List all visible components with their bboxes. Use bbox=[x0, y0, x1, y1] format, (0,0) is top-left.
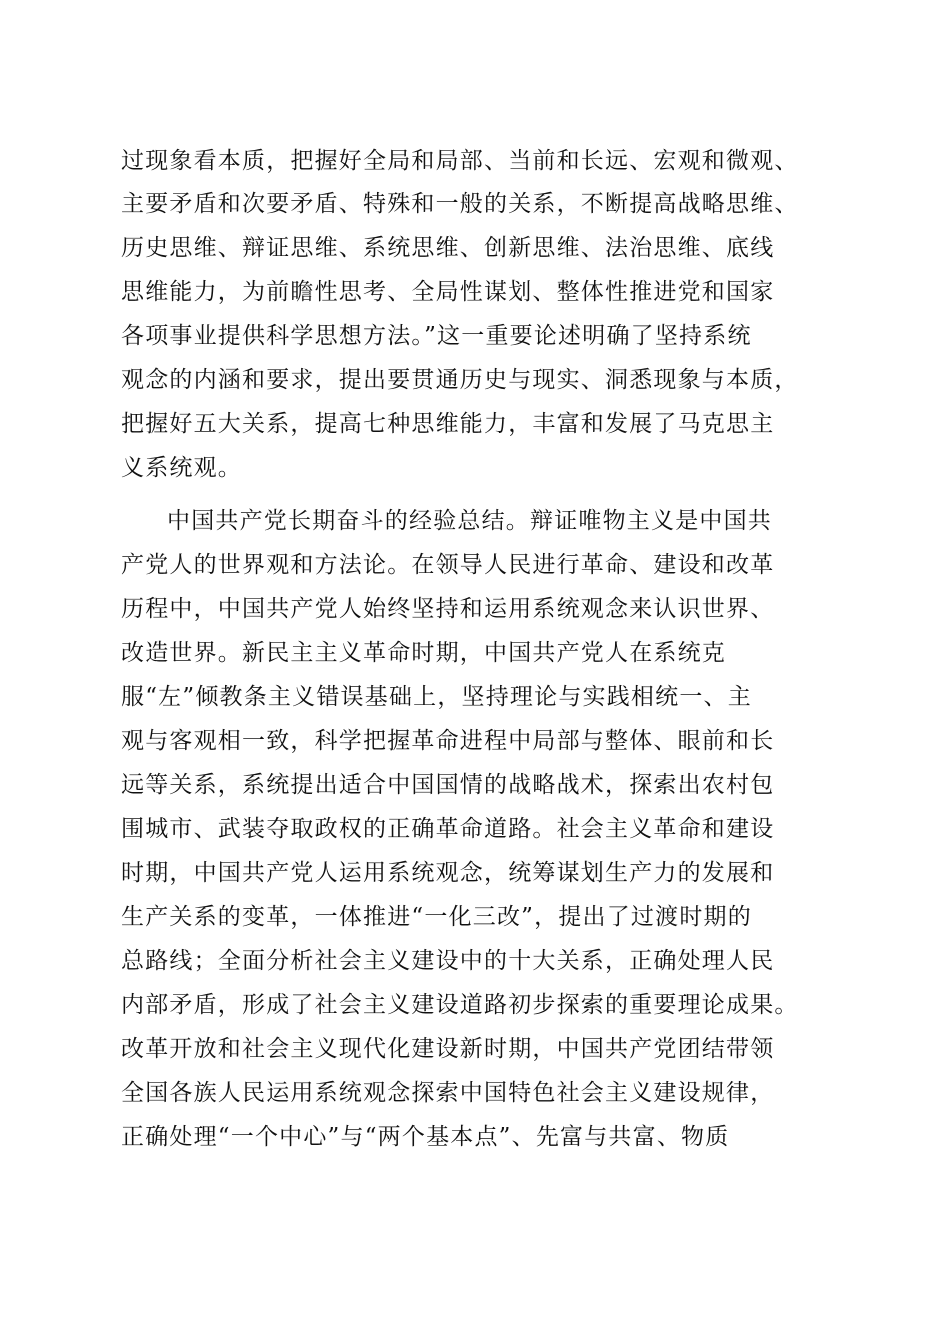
text-line: 把握好五大关系，提高七种思维能力，丰富和发展了马克思主 bbox=[121, 411, 775, 437]
text-line: 改造世界。新民主主义革命时期，中国共产党人在系统克 bbox=[121, 640, 726, 666]
text-line: 时期，中国共产党人运用系统观念，统筹谋划生产力的发展和 bbox=[121, 860, 775, 886]
text-line: 生产关系的变革，一体推进“一化三改”，提出了过渡时期的 bbox=[121, 904, 752, 930]
text-line: 服“左”倾教条主义错误基础上，坚持理论与实践相统一、主 bbox=[121, 684, 752, 710]
text-line: 义系统观。 bbox=[121, 455, 242, 481]
text-line: 改革开放和社会主义现代化建设新时期，中国共产党团结带领 bbox=[121, 1036, 775, 1062]
text-line: 过现象看本质，把握好全局和局部、当前和长远、宏观和微观、 bbox=[121, 148, 799, 174]
text-line: 产党人的世界观和方法论。在领导人民进行革命、建设和改革 bbox=[121, 552, 775, 578]
text-line: 主要矛盾和次要矛盾、特殊和一般的关系，不断提高战略思维、 bbox=[121, 191, 799, 217]
text-line: 总路线；全面分析社会主义建设中的十大关系，正确处理人民 bbox=[121, 948, 775, 974]
text-line: 围城市、武装夺取政权的正确革命道路。社会主义革命和建设 bbox=[121, 816, 775, 842]
text-line: 各项事业提供科学思想方法。”这一重要论述明确了坚持系统 bbox=[121, 323, 752, 349]
text-line: 全国各族人民运用系统观念探索中国特色社会主义建设规律， bbox=[121, 1080, 775, 1106]
text-line: 思维能力，为前瞻性思考、全局性谋划、整体性推进党和国家 bbox=[121, 279, 775, 305]
text-line: 观念的内涵和要求，提出要贯通历史与现实、洞悉现象与本质， bbox=[121, 367, 799, 393]
paragraph-start-line: 中国共产党长期奋斗的经验总结。辩证唯物主义是中国共 bbox=[167, 508, 772, 534]
text-line: 远等关系，系统提出适合中国国情的战略战术，探索出农村包 bbox=[121, 772, 775, 798]
text-line: 历史思维、辩证思维、系统思维、创新思维、法治思维、底线 bbox=[121, 235, 775, 261]
text-line: 观与客观相一致，科学把握革命进程中局部与整体、眼前和长 bbox=[121, 728, 775, 754]
text-line: 历程中，中国共产党人始终坚持和运用系统观念来认识世界、 bbox=[121, 596, 775, 622]
text-line: 内部矛盾，形成了社会主义建设道路初步探索的重要理论成果。 bbox=[121, 992, 799, 1018]
text-line: 正确处理“一个中心”与“两个基本点”、先富与共富、物质 bbox=[121, 1124, 730, 1150]
